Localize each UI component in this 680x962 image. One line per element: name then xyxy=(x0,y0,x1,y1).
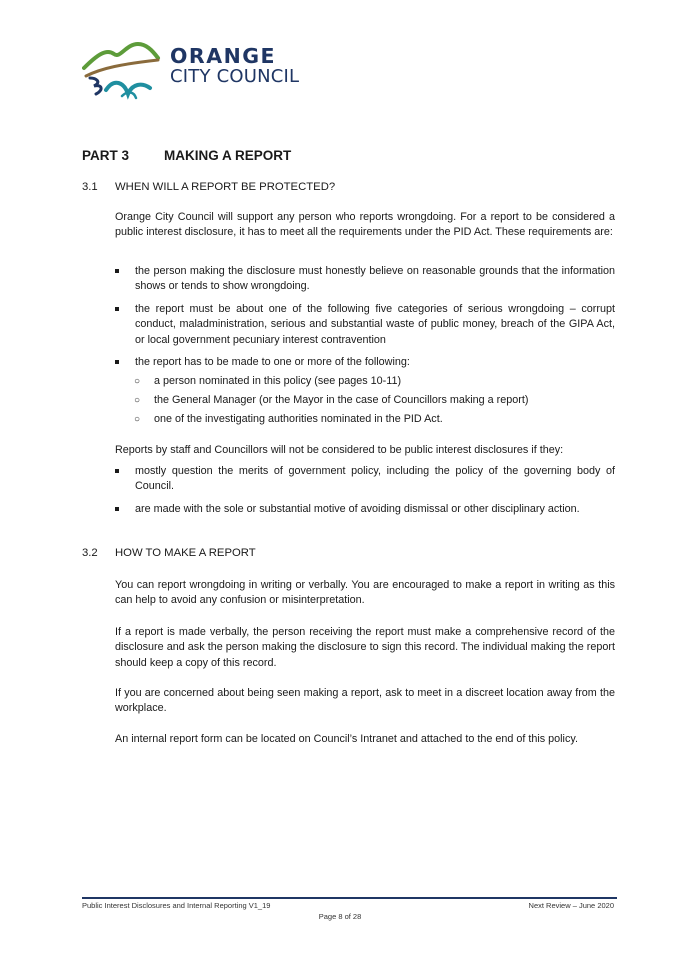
body-paragraph: If you are concerned about being seen making a report, ask to meet in a discreet location away from the workplace. xyxy=(115,687,615,715)
footer-document-title: Public Interest Disclosures and Internal Reporting V1_19 xyxy=(82,901,271,910)
list-item-text: mostly question the merits of government policy, including the policy of the governing body of Council. xyxy=(135,465,615,493)
circle-bullet-icon: ○ xyxy=(134,376,141,387)
body-paragraph: An internal report form can be located on Council’s Intranet and attached to the end of this policy. xyxy=(115,733,578,745)
square-bullet-icon xyxy=(115,469,119,473)
list-item-text: are made with the sole or substantial motive of avoiding dismissal or other disciplinary action. xyxy=(135,503,580,515)
sub-list-item xyxy=(134,374,401,389)
logo-title: ORANGE xyxy=(170,44,277,68)
list-item xyxy=(115,502,615,517)
sub-list-item xyxy=(134,393,528,408)
list-item xyxy=(115,464,615,495)
section-number: 3.2 xyxy=(82,547,98,559)
square-bullet-icon xyxy=(115,307,119,311)
square-bullet-icon xyxy=(115,269,119,273)
square-bullet-icon xyxy=(115,507,119,511)
footer-divider xyxy=(82,897,617,899)
body-paragraph: You can report wrongdoing in writing or verbally. You are encouraged to make a report in writing as this can help to avoid any confusion or misinterpretation. xyxy=(115,579,615,607)
section-title: HOW TO MAKE A REPORT xyxy=(115,547,256,559)
list-item-text: the person making the disclosure must honestly believe on reasonable grounds that the information shows or tends to show wrongdoing. xyxy=(135,265,615,293)
footer-review-date: Next Review – June 2020 xyxy=(528,901,614,910)
logo-subtitle: CITY COUNCIL xyxy=(170,66,300,87)
list-item-text: the report must be about one of the following five categories of serious wrongdoing – corrupt conduct, maladministration, serious and substantial waste of public money, breach of the GIPA Act, or local government pecuniary interest contravention xyxy=(135,303,615,346)
list-item-text: the report has to be made to one or more of the following: xyxy=(135,356,410,368)
council-emblem-icon xyxy=(82,38,170,108)
sub-list-item-text: one of the investigating authorities nominated in the PID Act. xyxy=(154,413,443,425)
list-item xyxy=(115,302,615,348)
list-item xyxy=(115,264,615,295)
section-intro-paragraph: Orange City Council will support any person who reports wrongdoing. For a report to be considered a public interest disclosure, it has to meet all the requirements under the PID Act. These requirements are: xyxy=(115,211,615,239)
section-heading-3-2 xyxy=(82,547,256,559)
council-logo xyxy=(82,38,342,108)
sub-list-item-text: a person nominated in this policy (see pages 10-11) xyxy=(154,375,402,387)
square-bullet-icon xyxy=(115,360,119,364)
sub-list-item-text: the General Manager (or the Mayor in the case of Councillors making a report) xyxy=(154,394,529,406)
part-number: PART 3 xyxy=(82,148,130,163)
circle-bullet-icon: ○ xyxy=(134,414,141,425)
sub-list-item xyxy=(134,412,443,427)
section-title: WHEN WILL A REPORT BE PROTECTED? xyxy=(115,181,336,193)
part-heading xyxy=(82,148,291,163)
part-title: MAKING A REPORT xyxy=(164,148,292,163)
page-number: Page 8 of 28 xyxy=(318,912,362,921)
list-item xyxy=(115,355,615,370)
section-number: 3.1 xyxy=(82,181,98,193)
section-heading-3-1 xyxy=(82,181,335,193)
circle-bullet-icon: ○ xyxy=(134,395,141,406)
body-paragraph: If a report is made verbally, the person receiving the report must make a comprehensive record of the disclosure and ask the person making the disclosure to sign this record. The individual making the report should keep a copy of this record. xyxy=(115,626,615,669)
exclusion-intro-paragraph: Reports by staff and Councillors will not be considered to be public interest disclosures if they: xyxy=(115,444,564,456)
